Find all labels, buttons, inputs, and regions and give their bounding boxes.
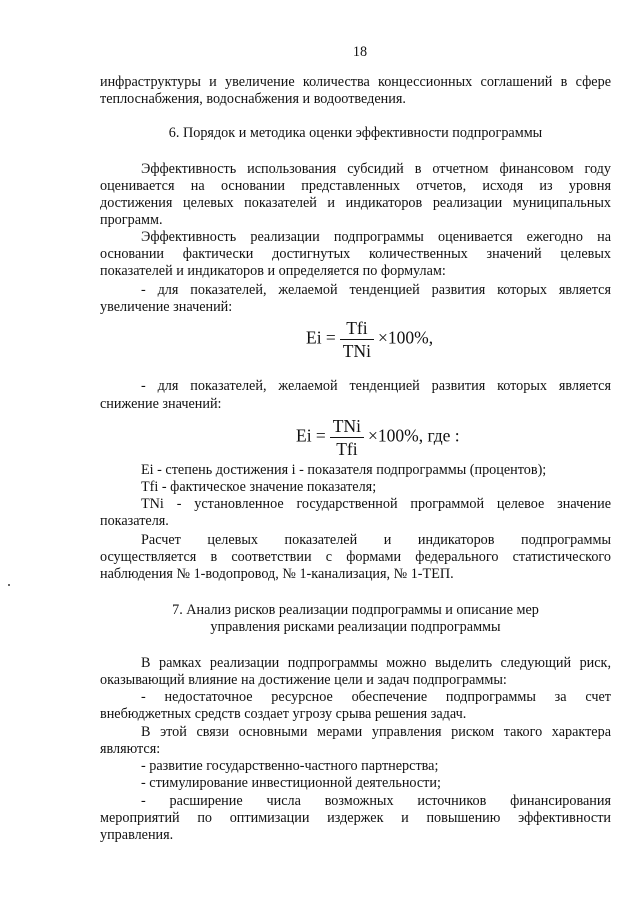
formula-1-numerator: Tfi <box>340 318 374 340</box>
s7-p1-line-1: В рамках реализации подпрограммы можно выделить следующий риск, <box>141 655 611 671</box>
s6-p3-line-2: увеличение значений: <box>100 299 233 315</box>
s6-p2-line-1: Эффективность реализации подпрограммы оценивается ежегодно на <box>141 229 611 245</box>
formula-2-denominator: Tfi <box>336 439 358 459</box>
s6-p4-line-2: снижение значений: <box>100 396 222 412</box>
formula-1 <box>306 318 433 361</box>
formula-2 <box>296 416 460 459</box>
s7-p2-line-6: мероприятий по оптимизации издержек и повышению эффективности <box>100 810 611 826</box>
s6-p2-line-2: основании фактически достигнутых количественных значений целевых <box>100 246 611 262</box>
formula-2-fraction <box>330 416 364 459</box>
formula-1-denominator: TNi <box>342 341 371 361</box>
s6-p5-line-3: наблюдения № 1-водопровод, № 1-канализация, № 1-ТЕП. <box>100 566 454 582</box>
formula-2-lhs: Ei = <box>296 425 326 446</box>
s7-p2-line-5: - расширение числа возможных источников финансирования <box>141 793 611 809</box>
scan-mark <box>8 584 10 586</box>
formula-2-numerator: TNi <box>330 416 364 438</box>
def-tni-cont: показателя. <box>100 513 169 529</box>
s6-p5-line-2: осуществляется в соответствии с формами федерального статистического <box>100 549 611 565</box>
s6-p1-line-1: Эффективность использования субсидий в отчетном финансовом году <box>141 161 611 177</box>
section-7-heading-line-1: 7. Анализ рисков реализации подпрограммы и описание мер <box>172 602 539 618</box>
s7-p1-line-2: оказывающий влияние на достижение цели и задач подпрограммы: <box>100 672 507 688</box>
intro-line-2: теплоснабжения, водоснабжения и водоотведения. <box>100 91 406 107</box>
s7-p2-line-2: являются: <box>100 741 161 757</box>
s7-p2-line-7: управления. <box>100 827 174 843</box>
formula-1-rhs: ×100%, <box>378 327 434 348</box>
page-number: 18 <box>352 44 368 60</box>
def-tfi: Tfi - фактическое значение показателя; <box>141 479 377 495</box>
s7-p2-line-1: В этой связи основными мерами управления риском такого характера <box>141 724 611 740</box>
s7-p1-line-4: внебюджетных средств создает угрозу срыва решения задач. <box>100 706 467 722</box>
s6-p1-line-2: оценивается на основании представленных отчетов, исходя из уровня <box>100 178 611 194</box>
s6-p1-line-3: достижения целевых показателей и индикаторов реализации муниципальных <box>100 195 611 211</box>
s6-p3-line-1: - для показателей, желаемой тенденцией развития которых является <box>141 282 611 298</box>
s7-p1-line-3: - недостаточное ресурсное обеспечение подпрограммы за счет <box>141 689 611 705</box>
s7-p2-line-3: - развитие государственно-частного партнерства; <box>141 758 439 774</box>
formula-1-lhs: Ei = <box>306 327 336 348</box>
formula-1-fraction <box>340 318 374 361</box>
section-6-heading: 6. Порядок и методика оценки эффективности подпрограммы <box>168 125 543 141</box>
s6-p4-line-1: - для показателей, желаемой тенденцией развития которых является <box>141 378 611 394</box>
formula-2-rhs: ×100%, где : <box>368 425 460 446</box>
s6-p2-line-3: показателей и индикаторов и определяется по формулам: <box>100 263 446 279</box>
s6-p5-line-1: Расчет целевых показателей и индикаторов подпрограммы <box>141 532 611 548</box>
def-ei: Ei - степень достижения i - показателя подпрограммы (процентов); <box>141 462 547 478</box>
s6-p1-line-4: программ. <box>100 212 163 228</box>
intro-line-1: инфраструктуры и увеличение количества концессионных соглашений в сфере <box>100 74 611 90</box>
s7-p2-line-4: - стимулирование инвестиционной деятельности; <box>141 775 441 791</box>
section-7-heading-line-2: управления рисками реализации подпрограммы <box>210 619 501 635</box>
def-tni: TNi - установленное государственной программой целевое значение <box>141 496 611 512</box>
